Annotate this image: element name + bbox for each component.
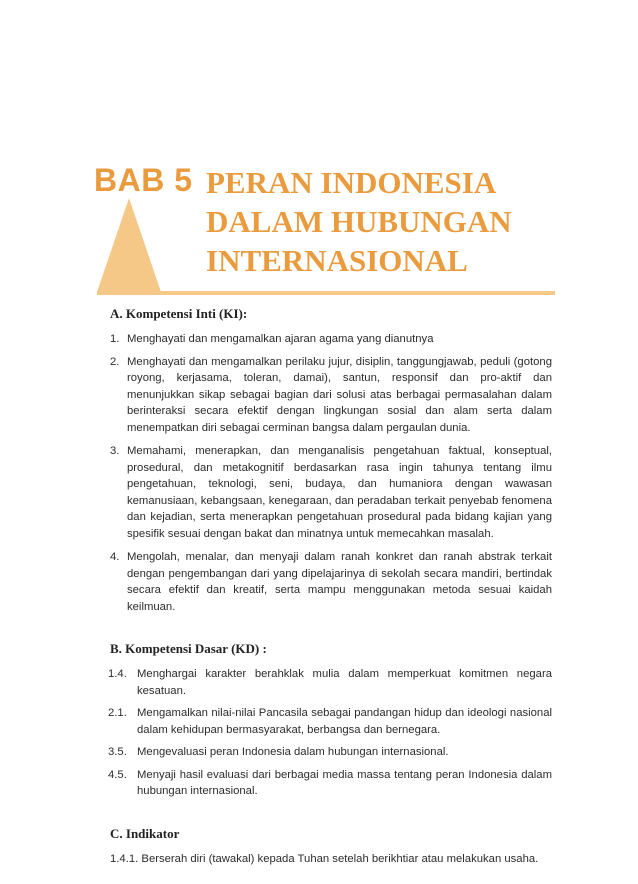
item-number: 3.5.	[108, 746, 127, 758]
item-text: Menyaji hasil evaluasi dari berbagai media massa tentang peran Indonesia dalam hubungan internasional.	[137, 768, 552, 797]
section-heading: B. Kompetensi Dasar (KD) :	[110, 641, 267, 656]
item-number: 3.	[110, 445, 120, 457]
chapter-title	[206, 163, 512, 280]
section-kompetensi-inti	[110, 306, 552, 615]
item-text: Mengolah, menalar, dan menyaji dalam ranah konkret dan ranah abstrak terkait dengan pengembangan dari yang dipelajarinya di sekolah secara mandiri, bertindak secara efektif dan kreatif, serta mampu menggunakan metoda sesuai kaidah keilmuan.	[127, 551, 552, 613]
item-number: 1.4.1.	[110, 852, 139, 865]
section-heading: A. Kompetensi Inti (KI):	[110, 306, 248, 321]
list-item	[110, 354, 552, 437]
section-heading: C. Indikator	[110, 825, 180, 841]
list-item	[110, 331, 552, 348]
list-item	[110, 767, 552, 800]
item-text: Menghayati dan mengamalkan ajaran agama yang dianutnya	[127, 333, 434, 345]
list-item	[110, 549, 552, 615]
item-text: Berserah diri (tawakal) kepada Tuhan setelah berikhtiar atau melakukan usaha.	[141, 852, 539, 865]
document-body	[110, 306, 552, 867]
chapter-title-line: DALAM HUBUNGAN	[206, 204, 512, 239]
item-text: Menghayati dan mengamalkan perilaku jujur, disiplin, tanggungjawab, peduli (gotong royong, kerjasama, toleran, damai), santun, responsif dan pro-aktif dan menunjukkan sikap sebagai bagian dari solusi atas berbagai permasalahan dalam berinteraksi secara efektif dengan lingkungan sosial dan alam serta dalam menempatkan diri sebagai cerminan bangsa dalam pergaulan dunia.	[127, 355, 552, 434]
item-text: Mengevaluasi peran Indonesia dalam hubungan internasional.	[137, 746, 449, 758]
title-underline-rule	[97, 291, 555, 295]
section-kompetensi-dasar	[110, 641, 552, 800]
list-item	[110, 705, 552, 738]
item-number: 2.	[110, 355, 120, 368]
list-item	[110, 666, 552, 699]
item-number: 4.	[110, 551, 120, 563]
item-number: 2.1.	[108, 707, 127, 719]
item-number: 1.	[110, 333, 120, 345]
chapter-title-line: INTERNASIONAL	[206, 243, 468, 278]
chapter-label: BAB 5	[94, 162, 193, 198]
list-item	[110, 744, 552, 761]
list-item	[110, 851, 552, 868]
item-text: Menghargai karakter berahklak mulia dalam memperkuat komitmen negara kesatuan.	[137, 668, 552, 697]
item-number: 1.4.	[108, 668, 127, 680]
item-text: Memahami, menerapkan, dan menganalisis pengetahuan faktual, konseptual, prosedural, dan metakognitif berdasarkan rasa ingin tahunya tentang ilmu pengetahuan, teknologi, seni, budaya, dan humaniora dengan wawasan kemanusiaan, kebangsaan, kenegaraan, dan peradaban terkait penyebab fenomena dan kejadian, serta menerapkan pengetahuan prosedural pada bidang kajian yang spesifik sesuai dengan bakat dan minatnya untuk memecahkan masalah.	[127, 445, 552, 540]
chapter-title-line: PERAN INDONESIA	[206, 165, 497, 200]
item-text: Mengamalkan nilai-nilai Pancasila sebagai pandangan hidup dan ideologi nasional dalam kehidupan bermasyarakat, berbangsa dan bernegara.	[137, 707, 552, 736]
item-number: 4.5.	[108, 768, 127, 781]
section-indikator	[110, 826, 552, 868]
decorative-triangle	[97, 198, 161, 292]
list-item	[110, 443, 552, 542]
